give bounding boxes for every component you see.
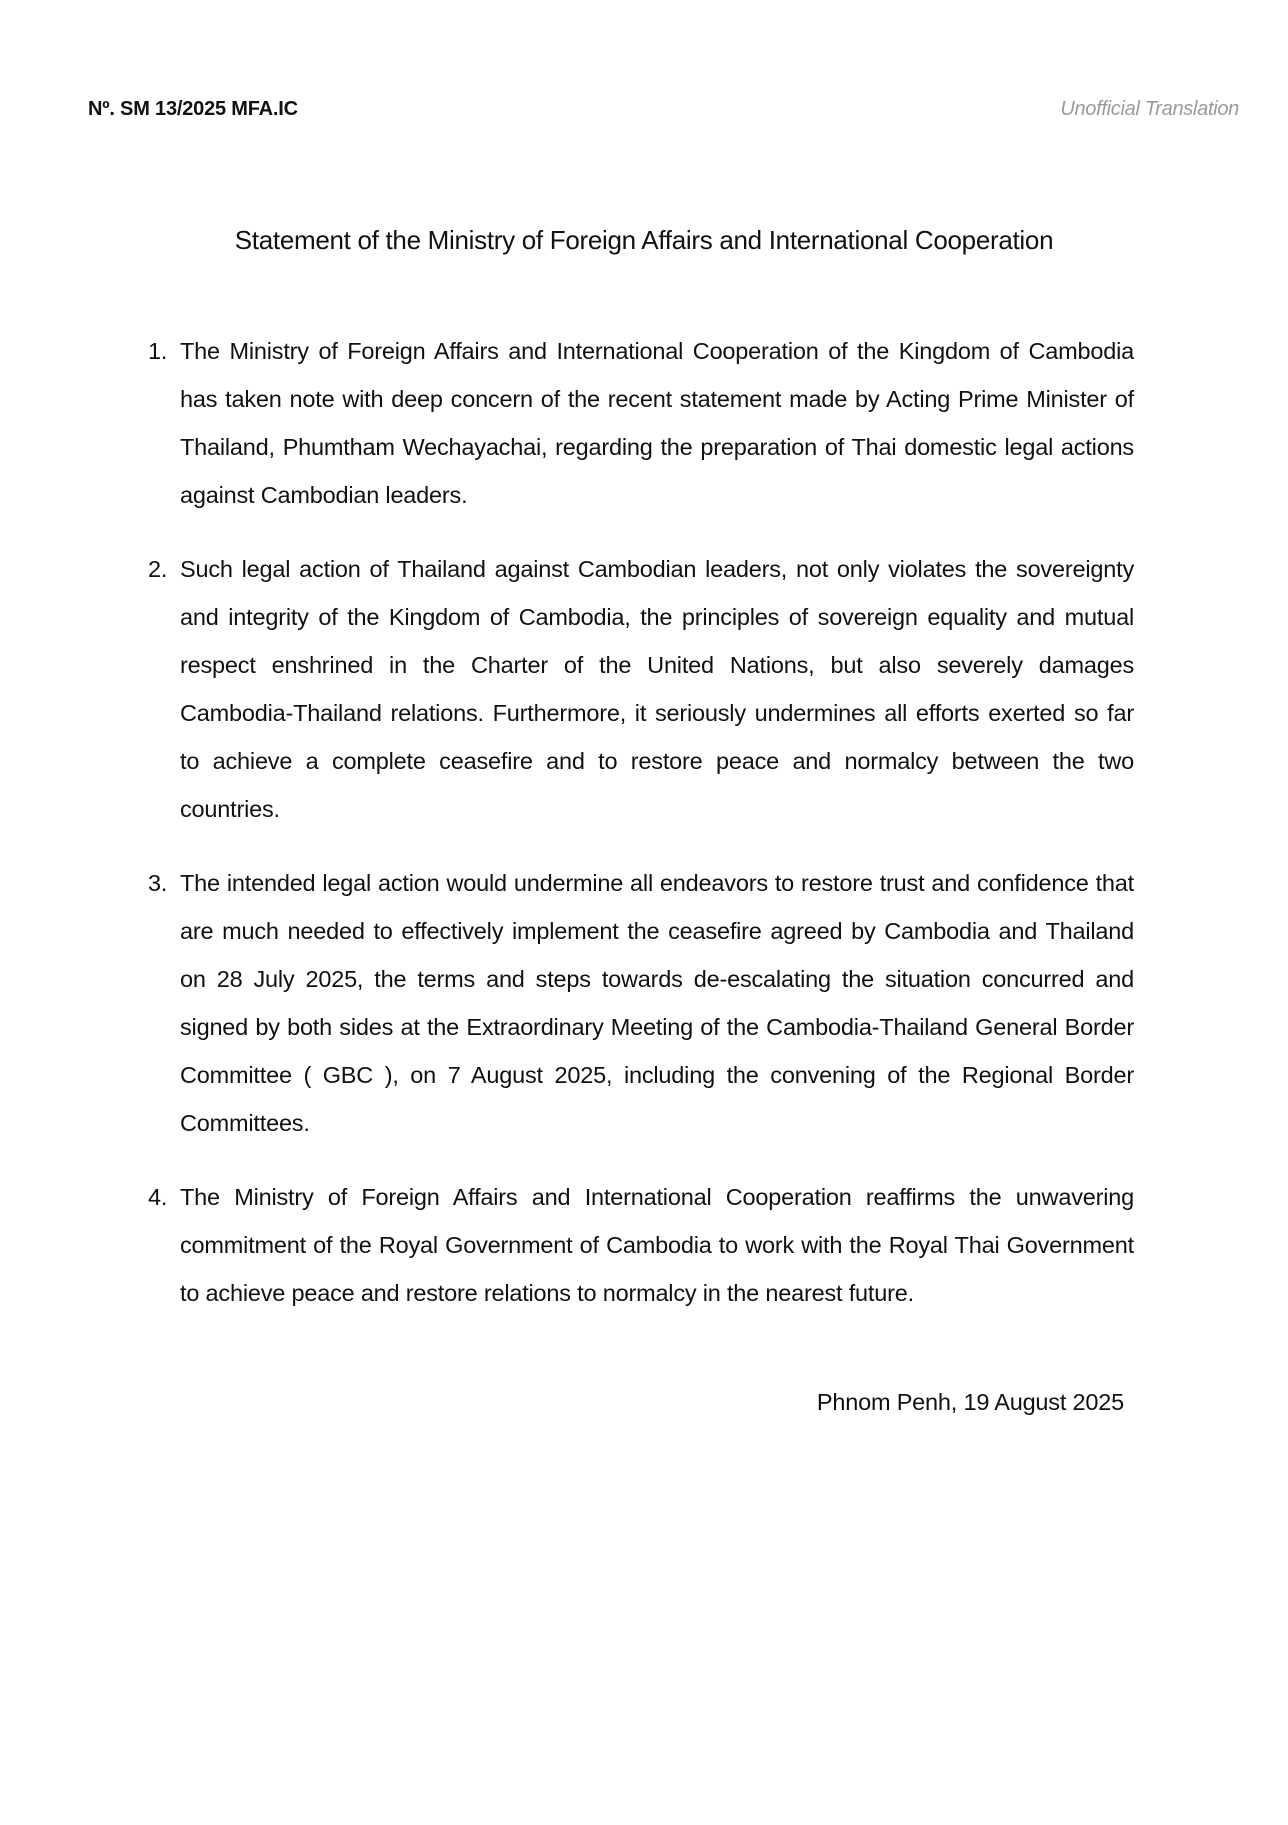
document-title: Statement of the Ministry of Foreign Affairs and International Cooperation xyxy=(234,225,1054,256)
statement-paragraph-3 xyxy=(148,859,1134,1147)
paragraph-text: The Ministry of Foreign Affairs and International Cooperation of the Kingdom of Cambodia has taken note with deep concern of the recent statement made by Acting Prime Minister of Thailand, Phumtham Wechayachai, regarding the preparation of Thai domestic legal actions against Cambodian leaders. xyxy=(180,338,1134,508)
translation-note: Unofficial Translation xyxy=(1060,98,1239,120)
reference-number: Nº. SM 13/2025 MFA.IC xyxy=(88,98,298,120)
paragraph-text: The Ministry of Foreign Affairs and International Cooperation reaffirms the unwavering commitment of the Royal Government of Cambodia to work with the Royal Thai Government to achieve peace and restore relations to normalcy in the nearest future. xyxy=(180,1184,1134,1306)
statement-paragraph-4 xyxy=(148,1173,1134,1317)
statement-paragraph-1 xyxy=(148,327,1134,519)
paragraph-number: 2. xyxy=(148,556,168,582)
paragraph-number: 4. xyxy=(148,1184,168,1210)
statement-list xyxy=(148,327,1134,1343)
paragraph-number: 3. xyxy=(148,870,168,896)
paragraph-text: The intended legal action would undermine all endeavors to restore trust and confidence that are much needed to effectively implement the ceasefire agreed by Cambodia and Thailand on 28 July 2025, the terms and steps towards de-escalating the situation concurred and signed by both sides at the Extraordinary Meeting of the Cambodia-Thailand General Border Committee ( GBC ), on 7 August 2025, including the convening of the Regional Border Committees. xyxy=(180,870,1134,1136)
paragraph-text: Such legal action of Thailand against Cambodian leaders, not only violates the sovereignty and integrity of the Kingdom of Cambodia, the principles of sovereign equality and mutual respect enshrined in the Charter of the United Nations, but also severely damages Cambodia-Thailand relations. Furthermore, it seriously undermines all efforts exerted so far to achieve a complete ceasefire and to restore peace and normalcy between the two countries. xyxy=(180,556,1134,822)
paragraph-number: 1. xyxy=(148,338,168,364)
place-and-date: Phnom Penh, 19 August 2025 xyxy=(816,1389,1124,1415)
statement-paragraph-2 xyxy=(148,545,1134,833)
